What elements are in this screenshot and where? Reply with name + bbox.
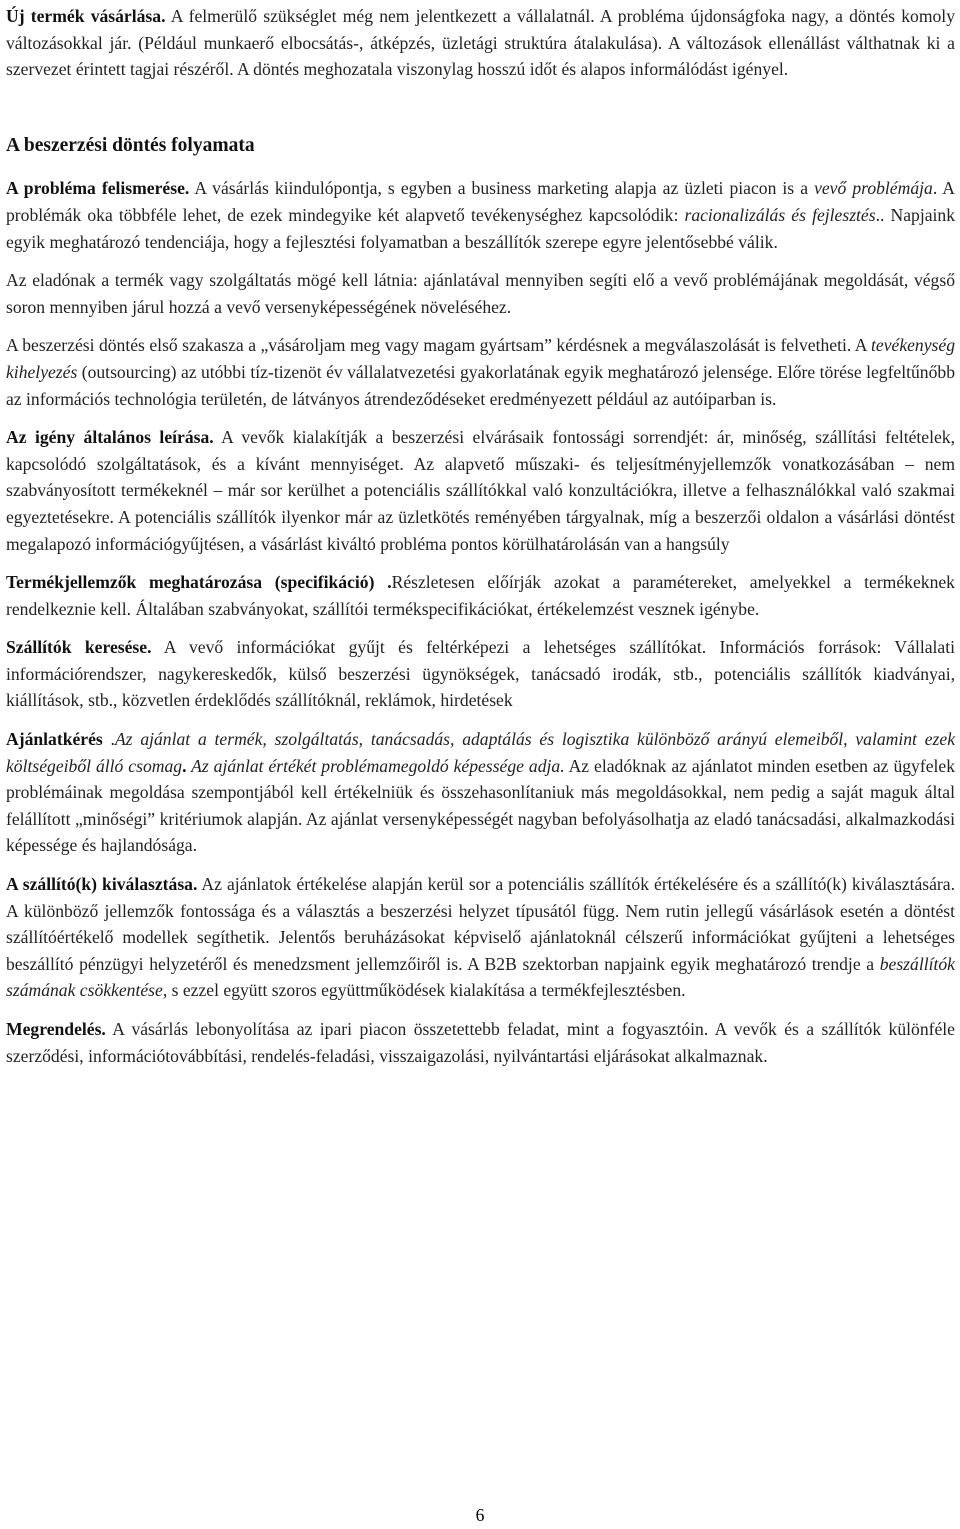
paragraph-text: A felmerülő szükséglet még nem jelentkezett a vállalatnál. A probléma újdonságfoka nagy, a döntés komoly változásokkal jár. (Például munkaerő elbocsátás-, átképzés, üzletági struktúra átalakulása). A változások ellenállást válthatnak ki a szervezet érintett tagjai részéről. A döntés meghozatala viszonylag hosszú időt és alapos informálódást igényel. bbox=[6, 6, 955, 80]
paragraph-heading: Szállítók keresése. bbox=[6, 637, 152, 658]
paragraph-supplier-search bbox=[6, 634, 955, 714]
paragraph-problem-recognition bbox=[6, 175, 955, 255]
paragraph-text: Részletesen előírják azokat a paramétereket, amelyekkel a termékeknek rendelkeznie kell. Általában szabványokat, szállítói termékspecifikációkat, értékelemzést vesznek igénybe. bbox=[6, 572, 955, 619]
paragraph-heading: A probléma felismerése. bbox=[6, 178, 190, 199]
paragraph-text: .. Napjaink egyik meghatározó tendenciája, hogy a fejlesztési folyamatban a beszállítók szerepe egyre jelentősebbé válik. bbox=[6, 204, 956, 252]
emphasis-text: beszállítók számának csökkentése bbox=[6, 953, 955, 1001]
paragraph-text: A vásárlás kiindulópontja, s egyben a business marketing alapja az üzleti piacon is a bbox=[189, 178, 815, 199]
section-title: A beszerzési döntés folyamata bbox=[6, 134, 255, 156]
paragraph-make-or-buy bbox=[6, 332, 955, 412]
paragraph-heading: Új termék vásárlása. bbox=[6, 6, 166, 26]
paragraph-text: A beszerzési döntés első szakasza a „vásároljam meg vagy magam gyártsam” kérdésnek a megválaszolását is felvetheti. A bbox=[6, 335, 871, 356]
emphasis-bold: . bbox=[182, 755, 187, 776]
paragraph-general-need-description bbox=[6, 424, 955, 557]
paragraph-heading: Megrendelés. bbox=[6, 1019, 106, 1039]
emphasis-text: racionalizálás és fejlesztés bbox=[684, 204, 876, 225]
paragraph-text: Az eladónak a termék vagy szolgáltatás mögé kell látnia: ajánlatával mennyiben segíti elő a vevő problémájának megoldását, végső soron mennyiben járul hozzá a vevő versenyképességének növeléséhez. bbox=[6, 270, 955, 317]
paragraph-heading: A szállító(k) kiválasztása. bbox=[6, 874, 198, 895]
paragraph-product-specification bbox=[6, 569, 955, 622]
paragraph-text: A vevő információkat gyűjt és feltérképezi a lehetséges szállítókat. Információs források: Vállalati információrendszer, nagykereskedők, külső beszerzési ügynökségek, tanácsadó irodák, stb., potenciális szállítók kiadványai, kiállítások, stb., közvetlen érdeklődés szállítóknál, reklámok, hirdetések bbox=[6, 637, 956, 711]
emphasis-text: tevékenység kihelyezés bbox=[6, 335, 955, 382]
paragraph-text: (outsourcing) az utóbbi tíz-tizenöt év vállalatvezetési gyakorlatának egyik meghatározó jelensége. Előre törése legfeltűnőbb az információs technológia területén, de látványos átrendeződéseket eredményezett például az autóiparban is. bbox=[6, 361, 955, 409]
paragraph-text: . A problémák oka többféle lehet, de ezek mindegyike két alapvető tevékenységhez kapcsolódik: bbox=[6, 178, 955, 225]
paragraph-proposal-solicitation bbox=[6, 726, 955, 859]
paragraph-text: A vásárlás lebonyolítása az ipari piacon összetettebb feladat, mint a fogyasztóin. A vevők és a szállítók különféle szerződési, információtovábbítási, rendelés-feladási, visszaigazolási, nyilvántartási eljárásokat alkalmaznak. bbox=[6, 1019, 955, 1066]
paragraph-text: Az ajánlatok értékelése alapján kerül sor a potenciális szállítók értékelésére és a szállító(k) kiválasztására. A különböző jellemzők fontossága és a választás a beszerzési helyzet típusától függ. Nem rutin jellegű vásárlások esetén a döntést szállítóértékelő modellek segíthetik. Jelentős beruházásokat képviselő ajánlatoknál célszerű információkat gyűjteni a lehetséges beszállító pénzügyi helyzetéről és menedzsment jellemzőiről is. A B2B szektorban napjaink egyik meghatározó trendje a bbox=[6, 874, 955, 974]
paragraph-new-product-purchase bbox=[6, 3, 955, 83]
emphasis-text: Az ajánlat a termék, szolgáltatás, tanácsadás, adaptálás és logisztika különböző arányú elemeiből, valamint ezek költségeiből álló csomag bbox=[6, 729, 955, 776]
emphasis-text: vevő problémája bbox=[814, 178, 933, 199]
paragraph-text: A vevők kialakítják a beszerzési elvárásaik fontossági sorrendjét: ár, minőség, szállítási feltételek, kapcsolódó szolgáltatások, és a kívánt mennyiséget. Az alapvető műszaki- és teljesítményjellemzők vonatkozásában – nem szabványosított termékeknél – már sor kerülhet a potenciális szállítókkal való konzultációkra, illetve a felhasználókkal való szakmai egyeztetésekre. A potenciális szállítók ilyenkor már az üzletkötés reményében tárgyalnak, míg a beszerzői oldalon a vásárlási döntést megalapozó információgyűjtésen, a vásárlást kiváltó probléma pontos körülhatárolásán van a hangsúly bbox=[6, 427, 955, 554]
paragraph-order bbox=[6, 1016, 955, 1069]
paragraph-text: Az eladóknak az ajánlatot minden esetben az ügyfelek problémáinak megoldása szempontjából kell értékelniük és összehasonlítaniuk más megoldásokkal, nem pedig a saját maguk által felállított „minőségi” kritériumok alapján. Az ajánlat versenyképességét nagyban befolyásolhatja az eladó tanácsadási, alkalmazkodási képessége és hajlandósága. bbox=[6, 755, 955, 856]
paragraph-text: , s ezzel együtt szoros együttműködések kialakítása a termékfejlesztésben. bbox=[162, 980, 686, 1001]
emphasis-text: Az ajánlat értékét problémamegoldó képessége adja. bbox=[186, 755, 565, 776]
paragraph-heading: Ajánlatkérés bbox=[6, 729, 103, 750]
page-number: 6 bbox=[475, 1505, 485, 1525]
paragraph-heading: Az igény általános leírása. bbox=[6, 427, 214, 448]
paragraph-text: . bbox=[102, 729, 115, 750]
paragraph-supplier-selection bbox=[6, 871, 955, 1004]
paragraph-seller-perspective bbox=[6, 267, 955, 320]
paragraph-heading: Termékjellemzők meghatározása (specifikáció) . bbox=[6, 572, 392, 593]
